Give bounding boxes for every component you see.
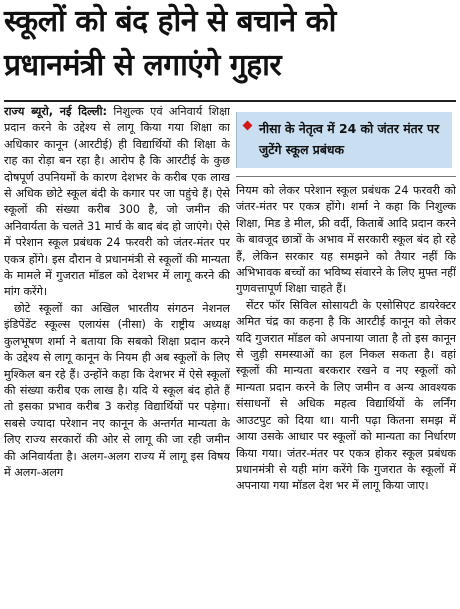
callout-text: नीसा के नेतृत्व में 24 को जंतर मंतर पर जुटेंगे स्कूल प्रबंधक: [259, 121, 440, 157]
headline: [4, 0, 456, 88]
article-column-right: [236, 183, 456, 604]
article-column-left: [4, 104, 230, 604]
diamond-bullet-icon: [243, 121, 253, 131]
headline-line-1: स्कूलों को बंद होने से बचाने को: [4, 4, 336, 39]
article-paragraph-3: नियम को लेकर परेशान स्कूल प्रबंधक 24 फरवरी को जंतर-मंतर पर एकत्र होंगे। शर्मा ने कहा कि निशुल्क शिक्षा, मिड डे मील, फ्री वर्दी, किताबें आदि प्रदान करने के बावजूद छात्रों के अभाव में सरकारी स्कूल बंद हो रहे हैं, लेकिन सरकार यह समझने को तैयार नहीं कि अभिभावक बच्चों का भविष्य संवारने के लिए मुफ्त नहीं गुणवत्तापूर्ण शिक्षा चाहते हैं।: [236, 184, 456, 296]
article-paragraph-4: सेंटर फॉर सिविल सोसायटी के एसोसिएट डायरेक्टर अमित चंद्र का कहना है कि आरटीई कानून को लेकर यदि गुजरात मॉडल को अपनाया जाता है तो इस कानून से जुड़ी समस्याओं का हल निकल सकता है। वहां स्कूलों की मान्यता बरकरार रखने व नए स्कूलों को मान्यता प्रदान करने के लिए जमीन व अन्य आवश्यक संसाधनों से अधिक महत्व विद्यार्थियों के लर्निंग आउटपुट को दिया था। यानी पढ़ा कितना समझ में आया उसके आधार पर स्कूलों को मान्यता का निर्धारण किया गया। जंतर-मंतर पर एकत्र होकर स्कूल प्रबंधक प्रधानमंत्री से यही मांग करेंगे कि गुजरात के स्कूलों में अपनाया गया मॉडल देश भर में लागू किया जाए।: [236, 298, 456, 493]
headline-divider: [4, 100, 456, 102]
callout-divider: [236, 176, 456, 177]
article-paragraph-2: छोटे स्कूलों का अखिल भारतीय संगठन नेशनल इंडिपेंडेंट स्कूल्स एलायंस (नीसा) के राष्ट्रीय अध्यक्ष कुलभूषण शर्मा ने बताया कि सबको शिक्षा प्रदान करने के उद्देश्य से लागू कानून के नियम ही अब स्कूलों के लिए मुश्किल बन रहे हैं। उन्होंने कहा कि देशभर में ऐसे स्कूलों की संख्या करीब एक लाख है। यदि ये स्कूल बंद होते हैं तो इसका प्रभाव करीब 3 करोड़ विद्यार्थियों पर पड़ेगा। सबसे ज्यादा परेशान नए कानून के अन्तर्गत मान्यता के लिए राज्य सरकारों की ओर से लागू की जा रही जमीन की अनिवार्यता है। अलग-अलग राज्य में लागू इस विषय में अलग-अलग: [4, 301, 230, 479]
article-paragraph-1-text: निशुल्क एवं अनिवार्य शिक्षा प्रदान करने के उद्देश्य से लागू किया गया शिक्षा का अधिकार कानून (आरटीई) ही विद्यार्थियों की शिक्षा के राह का रोड़ा बन रहा है। आरोप है कि आरटीई के कुछ दोषपूर्ण उपनियमों के कारण देशभर के करीब एक लाख से अधिक छोटे स्कूल बंदी के कगार पर जा पहुंचे हैं। ऐसे स्कूलों की संख्या करीब 300 है, जो जमीन की अनिवार्यता के चलते 31 मार्च के बाद बंद हो जाएंगे। ऐसे में परेशान स्कूल प्रबंधक 24 फरवरी को जंतर-मंतर पर एकत्र होंगे। इस दौरान वे प्रधानमंत्री से स्कूलों की मान्यता के मामले में गुजरात मॉडल को देशभर में लागू करने की मांग करेंगे।: [4, 105, 230, 299]
headline-line-2: प्रधानमंत्री से लगाएंगे गुहार: [4, 48, 282, 83]
callout-box: [236, 112, 452, 168]
byline: राज्य ब्यूरो, नई दिल्ली:: [4, 105, 108, 118]
article-paragraph-1: [4, 104, 230, 301]
